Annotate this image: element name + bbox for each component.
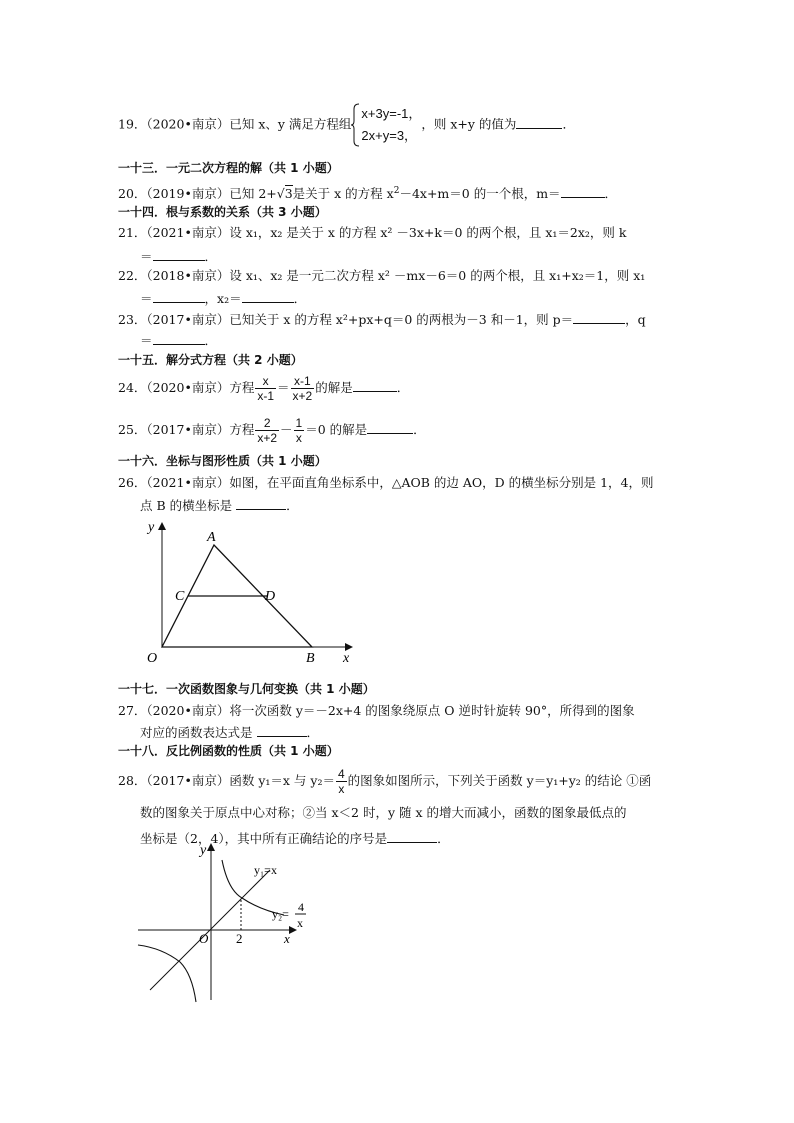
fraction: $\frac{x}{x-1}$ xyxy=(257,374,275,403)
y-label: y xyxy=(200,843,207,858)
question-28-line3: 坐标是（2，4），其中所有正确结论的序号是 ． xyxy=(140,831,450,846)
question-28-line1: 28．（2017•南京）函数 y₁＝x 与 y₂＝ $\frac{4}{x}$ 的图象如图所示，下列关于函数 y＝y₁+y₂ 的结论 ①函 xyxy=(118,767,652,796)
point-b-label: B xyxy=(306,651,315,666)
section-18-heading: 一十八．反比例函数的性质（共 1 小题） xyxy=(118,744,339,758)
q19-prefix: 19．（2020•南京）已知 x、y 满足方程组 xyxy=(118,116,352,132)
answer-blank[interactable] xyxy=(561,185,605,198)
question-21-line1: 21．（2021•南京）设 x₁，x₂ 是关于 x 的方程 x² －3x+k＝0 的两个根，且 x₁＝2x₂，则 k xyxy=(118,225,627,240)
answer-blank[interactable] xyxy=(573,311,625,324)
equation-system xyxy=(351,103,421,147)
x-label: x xyxy=(284,931,290,946)
answer-blank[interactable] xyxy=(257,724,307,737)
question-23-line1: 23．（2017•南京）已知关于 x 的方程 x²+px+q＝0 的两根为－3 和－1，则 p＝ ，q xyxy=(118,312,646,327)
point-d-label: D xyxy=(265,589,276,604)
question-25: 25．（2017•南京）方程 $\frac{2}{x+2}$ － $\frac{1}{x}$ ＝0 的解是 ． xyxy=(118,416,426,445)
question-24: 24．（2020•南京）方程 $\frac{x}{x-1}$ ＝ $\frac{x-1}{x+2}$ 的解是 ． xyxy=(118,374,410,403)
label-y2-num: 4 xyxy=(298,900,304,914)
function-graph xyxy=(134,840,314,1005)
system-eq2: 2x+y=3， xyxy=(361,128,418,143)
origin-label: O xyxy=(199,931,209,946)
point-c-label: C xyxy=(175,589,185,604)
brace-icon xyxy=(351,103,360,147)
origin-label: O xyxy=(147,651,158,666)
answer-blank[interactable] xyxy=(367,421,413,434)
answer-blank[interactable] xyxy=(153,290,205,303)
section-16-heading: 一十六．坐标与图形性质（共 1 小题） xyxy=(118,454,327,468)
triangle-figure xyxy=(140,515,360,670)
label-y2-den: x xyxy=(297,916,303,930)
point-a-label: A xyxy=(207,530,216,545)
question-21-line2: ＝ ． xyxy=(140,249,218,264)
x-label: x xyxy=(343,651,350,666)
question-20: 20．（2019•南京）已知 2+√3是关于 x 的方程 $x^2-4x+m=0$ 的一个根，m＝ ． xyxy=(118,186,618,202)
fraction: $\frac{4}{x}$ xyxy=(337,767,345,796)
answer-blank[interactable] xyxy=(153,248,205,261)
question-22-line2: ＝ ，x₂＝ ． xyxy=(140,291,307,306)
question-28-line2: 数的图象关于原点中心对称；②当 x＜2 时，y 随 x 的增大而减小，函数的图象最低点的 xyxy=(140,805,627,820)
section-15-heading: 一十五．解分式方程（共 2 小题） xyxy=(118,353,303,367)
y-label: y xyxy=(148,520,155,535)
tick-label-2: 2 xyxy=(236,931,243,946)
answer-blank[interactable] xyxy=(387,830,437,843)
question-26-line2: 点 B 的横坐标是 ． xyxy=(140,498,299,513)
section-17-heading: 一十七．一次函数图象与几何变换（共 1 小题） xyxy=(118,682,375,696)
section-14-heading: 一十四．根与系数的关系（共 3 小题） xyxy=(118,205,327,219)
section-13-heading: 一十三．一元二次方程的解（共 1 小题） xyxy=(118,161,339,175)
label-y1: y₁=x xyxy=(254,863,277,877)
question-27-line1: 27．（2020•南京）将一次函数 y＝－2x+4 的图象绕原点 O 逆时针旋转 90°，所得到的图象 xyxy=(118,703,635,718)
question-23-line2: ＝ ． xyxy=(140,333,218,348)
fraction: $\frac{2}{x+2}$ xyxy=(257,416,278,445)
fraction: $\frac{1}{x}$ xyxy=(295,416,303,445)
answer-blank[interactable] xyxy=(516,116,562,129)
answer-blank[interactable] xyxy=(353,379,397,392)
system-eq1: x+3y=-1， xyxy=(361,106,422,121)
label-y2: y₂= xyxy=(272,907,289,921)
question-26-line1: 26．（2021•南京）如图，在平面直角坐标系中，△AOB 的边 AO，D 的横坐标分别是 1，4，则 xyxy=(118,475,654,490)
question-19: 19．（2020•南京）已知 x、y 满足方程组 x+3y=-1， 2x+y=3， ，则 x+y 的值为 ． xyxy=(118,103,575,147)
question-22-line1: 22．（2018•南京）设 x₁、x₂ 是一元二次方程 x² －mx－6＝0 的两个根，且 x₁+x₂＝1，则 x₁ xyxy=(118,268,646,283)
answer-blank[interactable] xyxy=(236,497,286,510)
answer-blank[interactable] xyxy=(242,290,294,303)
fraction: $\frac{x-1}{x+2}$ xyxy=(292,374,313,403)
question-27-line2: 对应的函数表达式是 ． xyxy=(140,725,320,740)
answer-blank[interactable] xyxy=(153,332,205,345)
sqrt-sign: √ xyxy=(276,186,285,202)
q19-suffix: ，则 x+y 的值为 xyxy=(421,116,517,132)
